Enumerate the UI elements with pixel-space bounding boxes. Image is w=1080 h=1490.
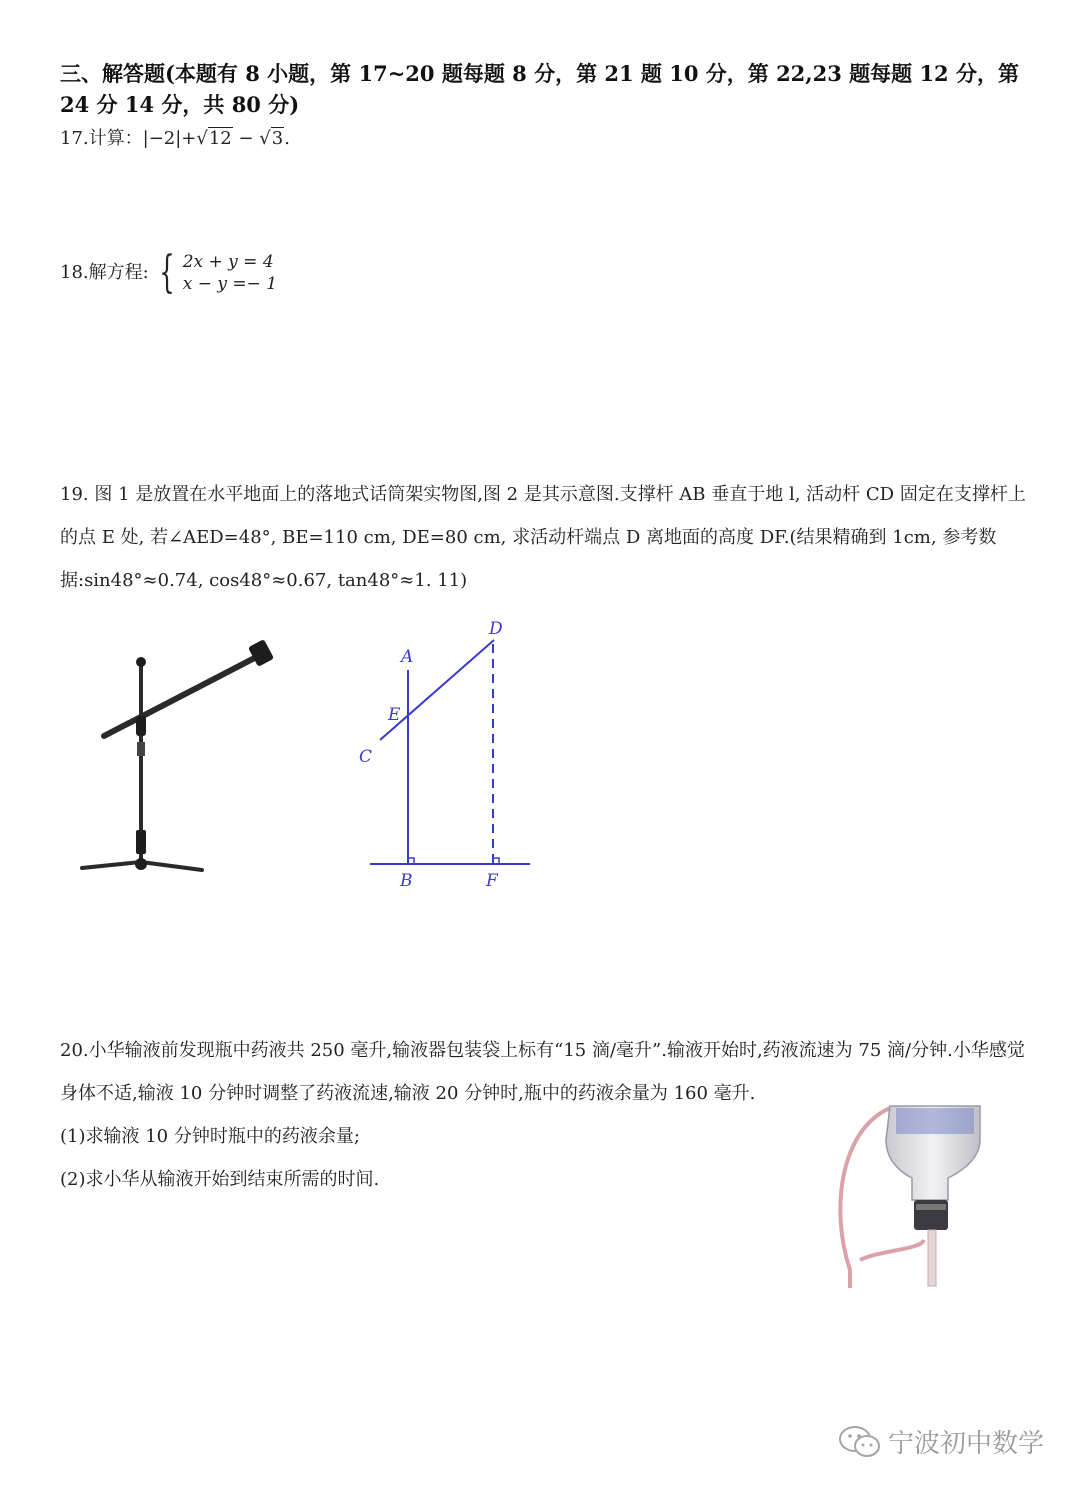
watermark-text: 宁波初中数学: [887, 1429, 1044, 1459]
q20-stem: 20.小华输液前发现瓶中药液共 250 毫升,输液器包装袋上标有“15 滴/毫升”.输液开始时,药液流速为 75 滴/分钟.小华感觉身体不适,输液 10 分钟时调整了药液流速,输液 20 分钟时,瓶中的药液余量为 160 毫升.: [60, 1040, 1025, 1104]
iv-tube: [840, 1108, 890, 1288]
cap-ring: [916, 1204, 946, 1210]
tripod-leg-right: [141, 862, 202, 870]
joint-clamp: [136, 716, 146, 736]
schematic-diagram: [350, 610, 550, 900]
q17-label: 17.计算：: [60, 128, 143, 149]
bottle-label: [896, 1108, 974, 1134]
q17-expr-mid: − √: [232, 128, 271, 149]
q20-part-1: (1)求输液 10 分钟时瓶中的药液余量;: [60, 1126, 360, 1147]
equation-2: x − y =− 1: [182, 274, 278, 294]
q17-radicand-2: 3: [271, 128, 284, 149]
brace-icon: {: [159, 247, 175, 298]
iv-bottle-illustration: [820, 1100, 990, 1290]
q17-radicand-1: 12: [208, 128, 232, 149]
question-19-text: 19. 图 1 是放置在水平地面上的落地式话筒架实物图,图 2 是其示意图.支撑杆 AB 垂直于地 l, 活动杆 CD 固定在支撑杆上的点 E 处, 若∠AED=48°, BE=110 cm, DE=80 cm, 求活动杆端点 D 离地面的高度 DF.(结果精确到 1cm, 参考数据:sin48°≈0.74, cos48°≈0.67, tan48°≈1. 11): [60, 484, 1026, 591]
iv-tube-connector: [860, 1240, 924, 1260]
pole-collar: [137, 742, 145, 756]
equation-system: [183, 251, 277, 295]
question-18: [60, 247, 278, 298]
q17-expr-prefix: |−2|+√: [142, 128, 208, 149]
watermark: [838, 1423, 1044, 1460]
segment-cd: [380, 640, 494, 740]
question-17: [60, 123, 290, 155]
drip-spike: [928, 1230, 936, 1286]
equation-1: 2x + y = 4: [182, 252, 274, 272]
q17-expr-suffix: .: [284, 128, 290, 149]
label-f: F: [486, 871, 498, 891]
label-d: D: [489, 619, 503, 639]
section-title: 三、解答题(本题有 8 小题，第 17~20 题每题 8 分，第 21 题 10 分，第 22,23 题每题 12 分，第 24 分 14 分，共 80 分): [60, 61, 1019, 117]
boom-arm: [104, 652, 266, 736]
pole-tip: [136, 657, 146, 667]
q20-part-2: (2)求小华从输液开始到结束所需的时间.: [60, 1169, 380, 1190]
base-hub: [136, 830, 146, 854]
label-a: A: [401, 647, 414, 667]
q18-label: 18.解方程:: [60, 262, 149, 283]
microphone-stand-figure: [70, 630, 290, 890]
tripod-center: [135, 858, 147, 870]
label-b: B: [400, 871, 413, 891]
wechat-icon: [838, 1425, 882, 1459]
microphone-clip-icon: [248, 639, 274, 667]
tripod-leg-left: [82, 862, 141, 868]
label-e: E: [388, 705, 401, 725]
label-c: C: [359, 747, 373, 767]
